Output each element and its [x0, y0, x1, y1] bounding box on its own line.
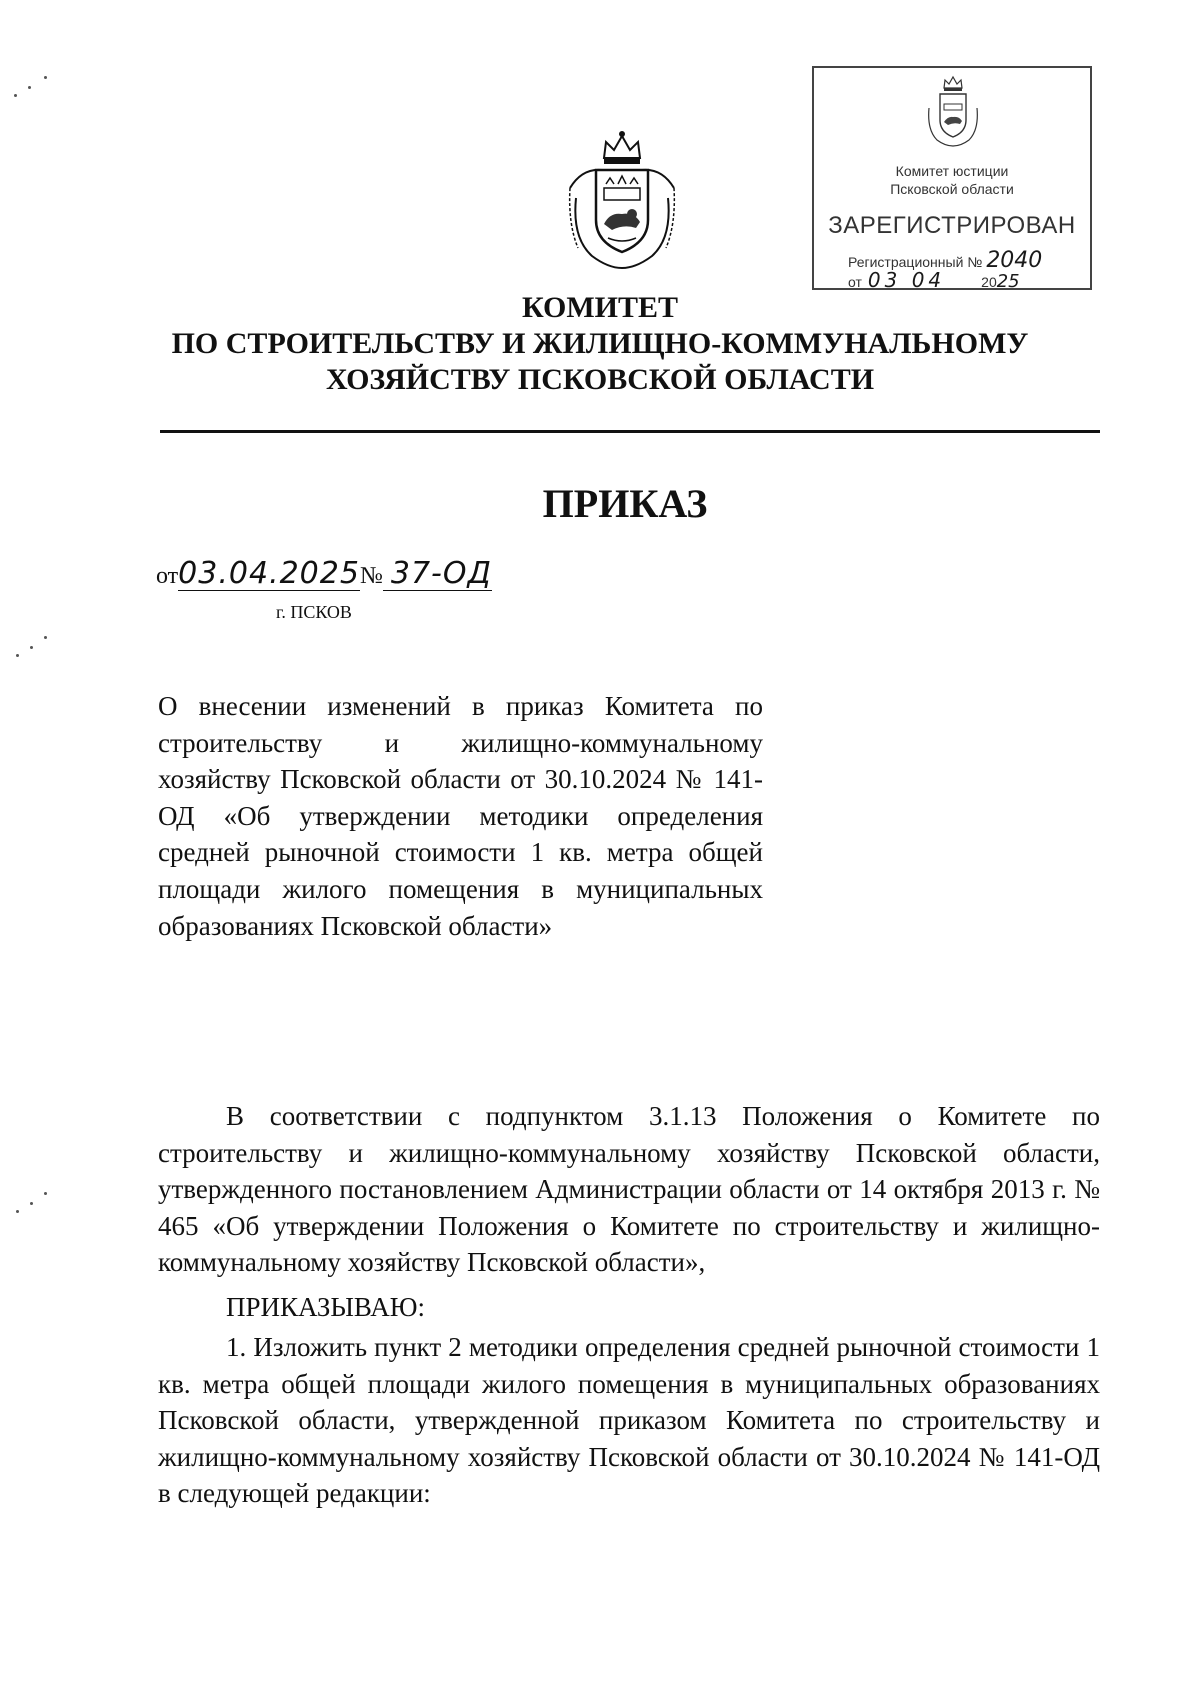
date-prefix: от [156, 563, 179, 589]
stamp-org-line: Комитет юстиции [895, 163, 1009, 179]
stamp-status: ЗАРЕГИСТРИРОВАН [828, 212, 1076, 239]
scan-artifact [44, 1192, 47, 1195]
document-date: 03.04.2025 [178, 556, 360, 591]
document-type: ПРИКАЗ [542, 481, 708, 526]
stamp-year-hand: 25 [996, 271, 1020, 292]
order-word: ПРИКАЗЫВАЮ: [226, 1291, 425, 1322]
header-divider [160, 430, 1100, 433]
stamp-reg-label: Регистрационный № [848, 254, 983, 270]
scan-artifact [44, 636, 47, 639]
scan-artifact [30, 1202, 33, 1205]
stamp-org-line: Псковской области [890, 181, 1014, 197]
scan-artifact [14, 94, 17, 97]
scan-artifact [28, 86, 31, 89]
org-title-line: ХОЗЯЙСТВУ ПСКОВСКОЙ ОБЛАСТИ [325, 363, 875, 396]
document-city: г. ПСКОВ [276, 602, 352, 622]
coat-of-arms-icon [562, 128, 682, 273]
stamp-date-line [848, 268, 1020, 292]
registration-stamp [812, 66, 1092, 290]
stamp-date-label: от [848, 274, 862, 290]
document-subject: О внесении изменений в приказ Комитета по строительству и жилищно-коммунальному хозяйству Псковской области от 30.10.2024 № 141-ОД «Об утверждении методики определения средней рыночной стоимости 1 кв. метра общей площади жилого помещения в муниципальных образованиях Псковской области» [158, 691, 763, 941]
item-1-paragraph: 1. Изложить пункт 2 методики определения средней рыночной стоимости 1 кв. метра общей площади жилого помещения в муниципальных образованиях Псковской области, утвержденной приказом Комитета по строительству и жилищно-коммунальному хозяйству Псковской области от 30.10.2024 № 141-ОД в следующей редакции: [158, 1332, 1100, 1508]
document-number: 37-ОД [383, 558, 492, 591]
scan-artifact [44, 76, 47, 79]
document-body [158, 1098, 1100, 1512]
stamp-organization [814, 162, 1090, 198]
scan-artifact [16, 1210, 19, 1213]
org-title-line: КОМИТЕТ [521, 291, 679, 324]
stamp-coat-of-arms-icon [923, 74, 983, 150]
stamp-reg-number: 2040 [986, 248, 1043, 273]
preamble-paragraph: В соответствии с подпунктом 3.1.13 Положения о Комитете по строительству и жилищно-коммунальному хозяйству Псковской области, утвержденного постановлением Администрации области от 14 октября 2013 г. № 465 «Об утверждении Положения о Комитете по строительству и жилищно-коммунальному хозяйству Псковской области», [158, 1101, 1100, 1277]
org-title-line: ПО СТРОИТЕЛЬСТВУ И ЖИЛИЩНО-КОММУНАЛЬНОМУ [171, 327, 1029, 360]
scan-artifact [30, 646, 33, 649]
organization-title [150, 290, 1050, 398]
scan-artifact [16, 654, 19, 657]
stamp-year-printed: 20 [981, 274, 997, 290]
number-label: № [359, 563, 383, 589]
stamp-date-value: 03 04 [867, 268, 946, 292]
document-number-line [156, 558, 492, 591]
